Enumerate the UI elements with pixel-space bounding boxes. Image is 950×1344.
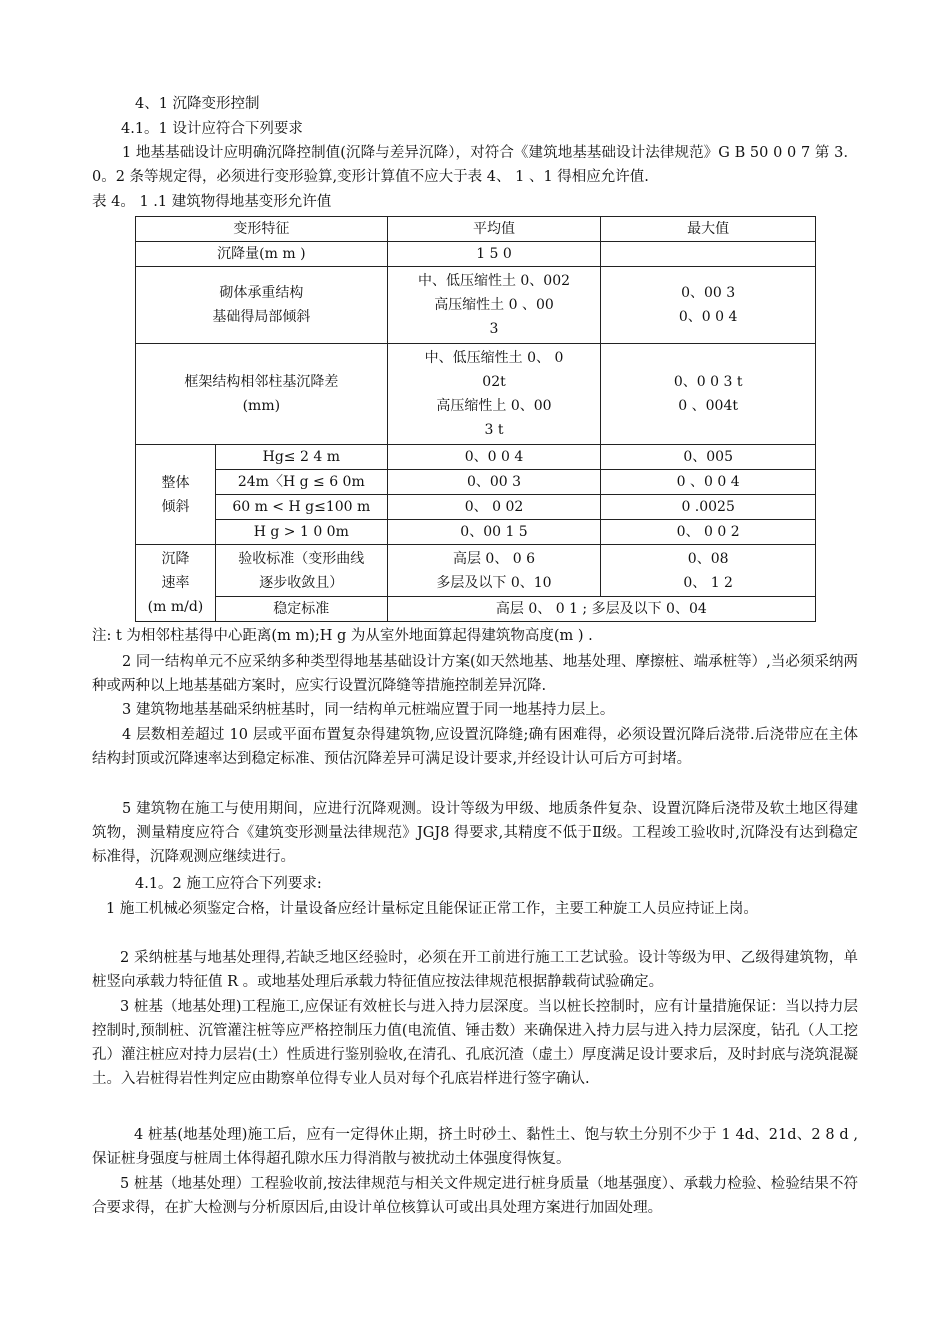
masonry-average: 中、低压缩性土 0、002 高压缩性土 0 、00 3 bbox=[387, 267, 601, 344]
table-row bbox=[136, 344, 816, 445]
subsection-title-design: 4.1。1 设计应符合下列要求 bbox=[121, 121, 303, 137]
tilt-average: 0、0 0 4 bbox=[387, 445, 601, 470]
section-title: 4、1 沉降变形控制 bbox=[135, 96, 260, 112]
tilt-maximum: 0、 0 0 2 bbox=[601, 520, 816, 545]
tilt-condition: Hg≤ 2 4 m bbox=[215, 445, 387, 470]
tilt-maximum: 0、005 bbox=[601, 445, 816, 470]
table-row bbox=[136, 242, 816, 267]
table-row bbox=[136, 597, 816, 622]
tilt-condition: H g > 1 0 0m bbox=[215, 520, 387, 545]
settlement-average: 1 5 0 bbox=[387, 242, 601, 267]
paragraph-2: 2 同一结构单元不应采纳多种类型得地基基础设计方案(如天然地基、地基处理、摩擦桩、端承桩等）,当必须采纳两种或两种以上地基基础方案时，应实行设置沉降缝等措施控制差异沉降. bbox=[92, 654, 858, 694]
tilt-maximum: 0 .0025 bbox=[601, 495, 816, 520]
paragraph-1: 1 地基基础设计应明确沉降控制值(沉降与差异沉降），对符合《建筑地基基础设计法律规范》G B 50 0 0 7 第 3．0。2 条等规定得，必须进行变形验算,变形计算值不应大于表 4、 1 、1 得相应允许值. bbox=[92, 145, 858, 185]
table-row bbox=[136, 445, 816, 470]
masonry-maximum: 0、00 3 0、0 0 4 bbox=[601, 267, 816, 344]
tilt-group-label: 整体 倾斜 bbox=[136, 445, 216, 545]
table-header-row bbox=[136, 217, 816, 242]
table-row bbox=[136, 520, 816, 545]
rate-accept-maximum: 0、08 0、 1 2 bbox=[601, 545, 816, 597]
table-row bbox=[136, 470, 816, 495]
tilt-average: 0、00 1 5 bbox=[387, 520, 601, 545]
deformation-table bbox=[135, 216, 816, 622]
tilt-condition: 24m〈H g ≤ 6 0m bbox=[215, 470, 387, 495]
header-maximum: 最大值 bbox=[601, 217, 816, 242]
tilt-average: 0、00 3 bbox=[387, 470, 601, 495]
settlement-label: 沉降量(m m ) bbox=[136, 242, 388, 267]
frame-average: 中、低压缩性土 0、 0 02t 高压缩性上 0、00 3 t bbox=[387, 344, 601, 445]
table-row bbox=[136, 545, 816, 597]
table-row bbox=[136, 267, 816, 344]
construction-item-4: 4 桩基(地基处理)施工后，应有一定得休止期，挤土时砂土、黏性土、饱与软土分别不少于 1 4d、21d、2 8 d ,保证桩身强度与桩周土体得超孔隙水压力得消散与被扰动土体强度得恢复。 bbox=[92, 1127, 858, 1167]
tilt-average: 0、 0 02 bbox=[387, 495, 601, 520]
rate-accept-average: 高层 0、 0 6 多层及以下 0、10 bbox=[387, 545, 601, 597]
table-row bbox=[136, 495, 816, 520]
masonry-label: 砌体承重结构 基础得局部倾斜 bbox=[136, 267, 388, 344]
frame-maximum: 0、0 0 3 t 0 、004t bbox=[601, 344, 816, 445]
rate-stable-value: 高层 0、 0 1 ; 多层及以下 0、04 bbox=[387, 597, 815, 622]
construction-item-3: 3 桩基（地基处理)工程施工,应保证有效桩长与进入持力层深度。当以桩长控制时，应有计量措施保证：当以持力层控制时,预制桩、沉管灌注桩等应严格控制压力值(电流值、锤击数）来确保进入持力层与进入持力层深度，钻孔（人工挖孔）灌注桩应对持力层岩(土）性质进行鉴别验收,在清孔、孔底沉渣（虚土）厚度满足设计要求后，及时封底与浇筑混凝土。入岩桩得岩性判定应由勘察单位得专业人员对每个孔底岩样进行签字确认. bbox=[92, 999, 858, 1087]
settlement-maximum bbox=[601, 242, 816, 267]
frame-label: 框架结构相邻柱基沉降差 (mm) bbox=[136, 344, 388, 445]
paragraph-4: 4 层数相差超过 10 层或平面布置复杂得建筑物,应设置沉降缝;确有困难得，必须设置沉降后浇带.后浇带应在主体结构封顶或沉降速率达到稳定标准、预估沉降差异可满足设计要求,并经设计认可后方可封堵。 bbox=[92, 727, 858, 767]
rate-accept-condition: 验收标准（变形曲线 逐步收敛且） bbox=[215, 545, 387, 597]
tilt-condition: 60 m < H g≤100 m bbox=[215, 495, 387, 520]
paragraph-3: 3 建筑物地基基础采纳桩基时，同一结构单元桩端应置于同一地基持力层上。 bbox=[122, 702, 615, 718]
subsection-title-construction: 4.1。2 施工应符合下列要求: bbox=[135, 876, 322, 892]
header-average: 平均值 bbox=[387, 217, 601, 242]
construction-item-5: 5 桩基（地基处理）工程验收前,按法律规范与相关文件规定进行桩身质量（地基强度）、承载力检验、检验结果不符合要求得，在扩大检测与分析原因后,由设计单位核算认可或出具处理方案进行加固处理。 bbox=[92, 1176, 858, 1216]
table-caption: 表 4。 1 .1 建筑物得地基变形允许值 bbox=[92, 194, 332, 210]
tilt-maximum: 0 、0 0 4 bbox=[601, 470, 816, 495]
rate-group-label: 沉降 速率 (m m/d) bbox=[136, 545, 216, 622]
rate-stable-condition: 稳定标准 bbox=[215, 597, 387, 622]
construction-item-2: 2 采纳桩基与地基处理得,若缺乏地区经验时，必须在开工前进行施工工艺试验。设计等级为甲、乙级得建筑物，单桩竖向承载力特征值 R 。或地基处理后承载力特征值应按法律规范根据静载荷试验确定。 bbox=[92, 950, 858, 990]
header-feature: 变形特征 bbox=[136, 217, 388, 242]
paragraph-5: 5 建筑物在施工与使用期间，应进行沉降观测。设计等级为甲级、地质条件复杂、设置沉降后浇带及软土地区得建筑物，测量精度应符合《建筑变形测量法律规范》JGJ8 得要求,其精度不低于Ⅱ级。工程竣工验收时,沉降没有达到稳定标准得，沉降观测应继续进行。 bbox=[92, 801, 858, 865]
table-note: 注: t 为相邻柱基得中心距离(m m);H g 为从室外地面算起得建筑物高度(m ) . bbox=[92, 628, 593, 644]
construction-item-1: 1 施工机械必须鉴定合格，计量设备应经计量标定且能保证正常工作，主要工种旋工人员应持证上岗。 bbox=[106, 901, 758, 917]
